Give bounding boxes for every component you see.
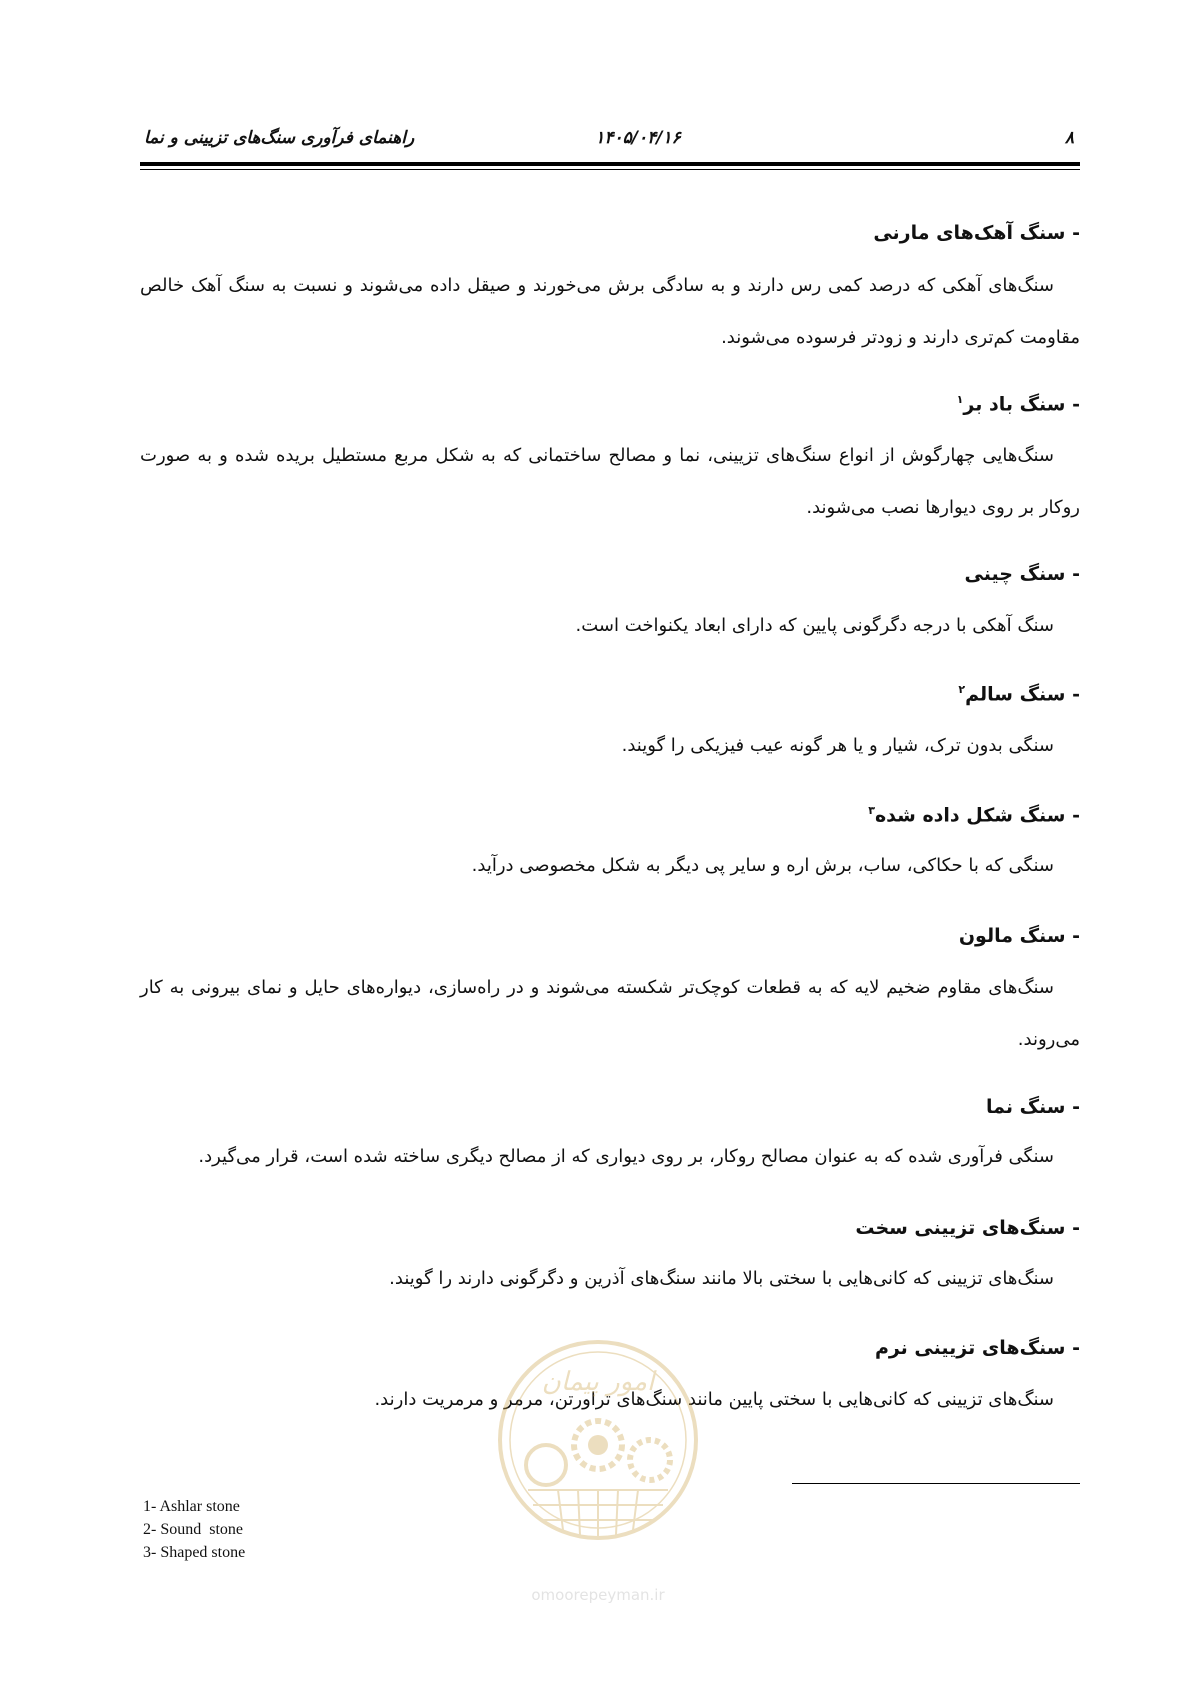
section-paragraph-text: سنگی فرآوری شده که به عنوان مصالح روکار، بر روی دیواری که از مصالح دیگری ساخته شده است، قرار می‌گیرد. <box>198 1146 1054 1167</box>
watermark-title: امور پیمان <box>541 1367 655 1397</box>
watermark-url: omoorepeyman.ir <box>531 1586 665 1604</box>
section-paragraph-text: سنگی که با حکاکی، ساب، برش اره و سایر پی دیگر به شکل مخصوصی درآید. <box>471 855 1054 876</box>
section-paragraph <box>140 600 1080 652</box>
footnote-separator <box>792 1483 1080 1484</box>
section-heading <box>855 1217 1080 1239</box>
footnotes <box>143 1495 245 1564</box>
section-heading-text: - سنگ سالم <box>965 683 1080 706</box>
section-heading-text: - سنگ آهک‌های مارنی <box>873 222 1080 244</box>
page-number: ۸ <box>1064 128 1074 148</box>
header-rule-thin <box>140 169 1080 170</box>
page-header <box>140 128 1080 154</box>
section-heading <box>957 393 1080 415</box>
section-paragraph-text: سنگ‌های تزیینی که کانی‌هایی با سختی پایین مانند سنگ‌های تراورتن، مرمر و مرمریت دارند. <box>374 1389 1054 1410</box>
section-paragraph <box>140 840 1080 892</box>
section-heading-text: - سنگ شکل داده شده <box>874 804 1080 827</box>
watermark-seal-icon <box>488 1330 708 1610</box>
section-paragraph-text: سنگ‌های تزیینی که کانی‌هایی با سختی بالا مانند سنگ‌های آذرین و دگرگونی دارند را گویند. <box>389 1268 1054 1289</box>
section-heading <box>965 563 1080 585</box>
watermark-logo <box>488 1330 708 1610</box>
section-heading <box>958 683 1080 705</box>
section-heading <box>868 804 1080 826</box>
section-heading-text: - سنگ‌های تزیینی سخت <box>855 1217 1080 1239</box>
footnote-item: 2- Sound stone <box>143 1521 243 1538</box>
section-paragraph-text: سنگ آهکی با درجه دگرگونی پایین که دارای ابعاد یکنواخت است. <box>575 615 1054 636</box>
section-paragraph <box>140 720 1080 772</box>
section-heading <box>986 1096 1080 1118</box>
section-paragraph-text: سنگی بدون ترک، شیار و یا هر گونه عیب فیزیکی را گویند. <box>621 735 1054 756</box>
section-paragraph <box>140 962 1080 1066</box>
section-paragraph-text: سنگ‌هایی چهارگوش از انواع سنگ‌های تزیینی، نما و مصالح ساختمانی که به شکل مربع مستطیل بریده شده و به صورت روکار بر روی دیوارها نصب می‌شوند. <box>140 445 1080 518</box>
footnote-item: 3- Shaped stone <box>143 1544 246 1561</box>
footnote-ref: ۱ <box>956 393 964 406</box>
section-paragraph <box>140 430 1080 534</box>
section-heading-text: - سنگ باد بر <box>963 393 1080 416</box>
footnote-ref: ۳ <box>868 804 875 817</box>
header-title: راهنمای فرآوری سنگ‌های تزیینی و نما <box>144 128 415 148</box>
section-paragraph <box>140 1253 1080 1305</box>
footnote-ref: ۲ <box>958 683 966 696</box>
section-paragraph-text: سنگ‌های مقاوم ضخیم لایه که به قطعات کوچک‌تر شکسته می‌شوند و در راه‌سازی، دیواره‌های حایل و نمای بیرونی به کار می‌روند. <box>140 977 1080 1050</box>
section-heading-text: - سنگ نما <box>985 1096 1080 1118</box>
footnote-item: 1- Ashlar stone <box>143 1498 240 1515</box>
section-heading-text: - سنگ‌های تزیینی نرم <box>874 1337 1080 1359</box>
section-paragraph <box>140 260 1080 364</box>
section-paragraph <box>140 1131 1080 1183</box>
section-paragraph-text: سنگ‌های آهکی که درصد کمی رس دارند و به سادگی برش می‌خورند و صیقل داده می‌شوند و نسبت به سنگ آهک خالص مقاومت کم‌تری دارند و زودتر فرسوده می‌شوند. <box>140 275 1080 348</box>
header-rule-thick <box>140 162 1080 166</box>
section-heading-text: - سنگ چینی <box>964 563 1080 585</box>
section-heading <box>873 222 1080 244</box>
section-heading <box>959 925 1080 947</box>
section-heading <box>875 1337 1080 1359</box>
header-date: ۱۴۰۵/۰۴/۱۶ <box>595 128 681 148</box>
section-heading-text: - سنگ مالون <box>958 925 1080 947</box>
